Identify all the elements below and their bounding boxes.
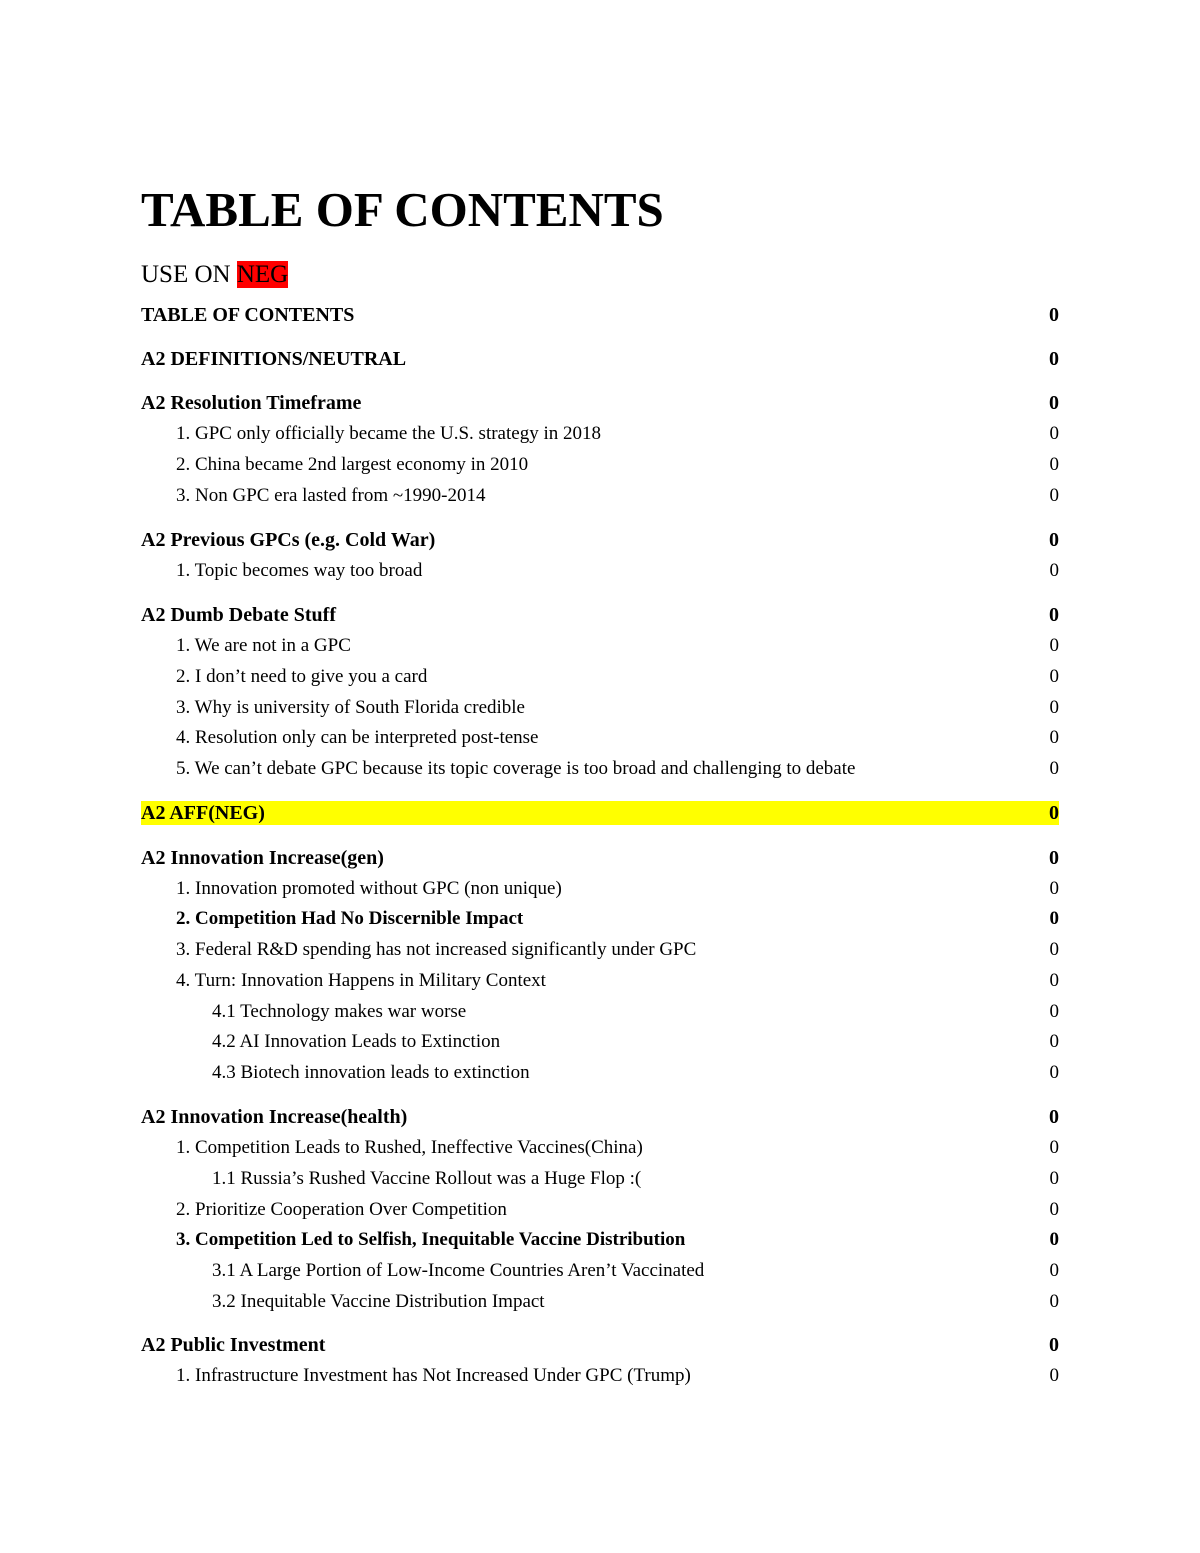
toc-entry-text: 4. Resolution only can be interpreted post-tense [176, 727, 539, 748]
toc-entry[interactable] [141, 1136, 1059, 1160]
toc-page-number: 0 [1049, 1334, 1059, 1356]
toc-entry-text: 5. We can’t debate GPC because its topic coverage is too broad and challenging to debate [176, 758, 856, 779]
toc-entry[interactable] [141, 969, 1059, 993]
toc-page-number: 0 [1049, 604, 1059, 626]
toc-section[interactable] [141, 303, 1059, 327]
toc-entry-text: 3.1 A Large Portion of Low-Income Countries Aren’t Vaccinated [212, 1260, 705, 1281]
toc-entry-text: 3. Federal R&D spending has not increased significantly under GPC [176, 939, 697, 960]
toc-page-number: 0 [1049, 758, 1059, 779]
toc-entry[interactable] [141, 907, 1059, 931]
toc-entry-text: 2. Prioritize Cooperation Over Competition [176, 1199, 507, 1220]
toc-page-number: 0 [1049, 1291, 1059, 1312]
toc-entry-text: TABLE OF CONTENTS [141, 304, 355, 326]
toc-entry-text: 4. Turn: Innovation Happens in Military Context [176, 970, 546, 991]
toc-page-number: 0 [1049, 1229, 1059, 1250]
toc-entry[interactable] [141, 757, 1059, 781]
toc-entry-text: A2 AFF(NEG) [141, 802, 265, 824]
toc-entry-text: A2 Resolution Timeframe [141, 392, 362, 414]
toc-entry-text: A2 DEFINITIONS/NEUTRAL [141, 348, 407, 370]
toc-page-number: 0 [1049, 635, 1059, 656]
toc-entry-text: 4.2 AI Innovation Leads to Extinction [212, 1031, 501, 1052]
toc-entry-text: 1. GPC only officially became the U.S. strategy in 2018 [176, 423, 601, 444]
page-title: TABLE OF CONTENTS [141, 182, 664, 237]
toc-page-number: 0 [1049, 304, 1059, 326]
toc-page-number: 0 [1049, 1062, 1059, 1083]
toc-page-number: 0 [1049, 666, 1059, 687]
toc-page-number: 0 [1049, 1365, 1059, 1386]
toc-entry[interactable] [141, 453, 1059, 477]
toc-page-number: 0 [1049, 727, 1059, 748]
toc-entry[interactable] [141, 422, 1059, 446]
toc-entry[interactable] [141, 1198, 1059, 1222]
toc-entry[interactable] [141, 877, 1059, 901]
toc-page-number: 0 [1049, 1168, 1059, 1189]
toc-entry[interactable] [141, 1259, 1059, 1283]
toc-entry-text: 1. Topic becomes way too broad [176, 560, 423, 581]
toc-entry-text: 2. Competition Had No Discernible Impact [176, 908, 524, 929]
toc-section[interactable] [141, 846, 1059, 870]
usage-note-prefix: USE ON [141, 261, 237, 288]
toc-section[interactable] [141, 801, 1059, 825]
toc-entry-text: 1. We are not in a GPC [176, 635, 351, 656]
toc-page-number: 0 [1049, 802, 1059, 824]
toc-page-number: 0 [1049, 423, 1059, 444]
toc-entry-text: 4.3 Biotech innovation leads to extinction [212, 1062, 530, 1083]
toc-entry-text: 1. Competition Leads to Rushed, Ineffective Vaccines(China) [176, 1137, 643, 1158]
toc-entry[interactable] [141, 1290, 1059, 1314]
toc-page-number: 0 [1049, 454, 1059, 475]
toc-entry-text: 3.2 Inequitable Vaccine Distribution Impact [212, 1291, 545, 1312]
toc-section[interactable] [141, 1333, 1059, 1357]
toc-entry-text: A2 Public Investment [141, 1334, 326, 1356]
toc-page-number: 0 [1049, 697, 1059, 718]
toc-page-number: 0 [1049, 908, 1059, 929]
toc-entry[interactable] [141, 559, 1059, 583]
toc-section[interactable] [141, 391, 1059, 415]
toc-page-number: 0 [1049, 878, 1059, 899]
toc-entry[interactable] [141, 1228, 1059, 1252]
toc-entry[interactable] [141, 1000, 1059, 1024]
toc-entry-text: A2 Dumb Debate Stuff [141, 604, 336, 626]
toc-entry-text: A2 Innovation Increase(health) [141, 1106, 408, 1128]
toc-page-number: 0 [1049, 560, 1059, 581]
toc-page-number: 0 [1049, 1106, 1059, 1128]
toc-entry-text: 2. I don’t need to give you a card [176, 666, 428, 687]
toc-page-number: 0 [1049, 485, 1059, 506]
toc-section[interactable] [141, 528, 1059, 552]
toc-entry-text: 3. Non GPC era lasted from ~1990-2014 [176, 485, 486, 506]
toc-entry-text: 4.1 Technology makes war worse [212, 1001, 467, 1022]
toc-entry[interactable] [141, 1167, 1059, 1191]
toc-page-number: 0 [1049, 392, 1059, 414]
toc-page-number: 0 [1049, 1031, 1059, 1052]
toc-page-number: 0 [1049, 348, 1059, 370]
toc-page-number: 0 [1049, 1001, 1059, 1022]
toc-entry[interactable] [141, 938, 1059, 962]
toc-entry[interactable] [141, 1030, 1059, 1054]
toc-entry[interactable] [141, 484, 1059, 508]
toc-entry[interactable] [141, 1061, 1059, 1085]
toc-page-number: 0 [1049, 529, 1059, 551]
toc-entry[interactable] [141, 665, 1059, 689]
toc-page-number: 0 [1049, 939, 1059, 960]
toc-entry-text: A2 Innovation Increase(gen) [141, 847, 384, 869]
toc-page-number: 0 [1049, 847, 1059, 869]
toc-entry[interactable] [141, 1364, 1059, 1388]
toc-entry-text: A2 Previous GPCs (e.g. Cold War) [141, 529, 436, 551]
toc-entry-text: 3. Why is university of South Florida credible [176, 697, 525, 718]
toc-entry-text: 3. Competition Led to Selfish, Inequitable Vaccine Distribution [176, 1229, 686, 1250]
toc-entry-text: 1. Innovation promoted without GPC (non unique) [176, 878, 562, 899]
toc-entry[interactable] [141, 726, 1059, 750]
toc-section[interactable] [141, 603, 1059, 627]
toc-entry-text: 1.1 Russia’s Rushed Vaccine Rollout was a Huge Flop :( [212, 1168, 642, 1189]
toc-entry-text: 2. China became 2nd largest economy in 2010 [176, 454, 529, 475]
toc-entry-text: 1. Infrastructure Investment has Not Increased Under GPC (Trump) [176, 1365, 691, 1386]
toc-page-number: 0 [1049, 970, 1059, 991]
toc-page-number: 0 [1049, 1199, 1059, 1220]
toc-entry[interactable] [141, 634, 1059, 658]
toc-section[interactable] [141, 347, 1059, 371]
usage-note-highlight: NEG [236, 261, 289, 288]
toc-page-number: 0 [1049, 1137, 1059, 1158]
toc-entry[interactable] [141, 696, 1059, 720]
toc-section[interactable] [141, 1105, 1059, 1129]
toc-page-number: 0 [1049, 1260, 1059, 1281]
